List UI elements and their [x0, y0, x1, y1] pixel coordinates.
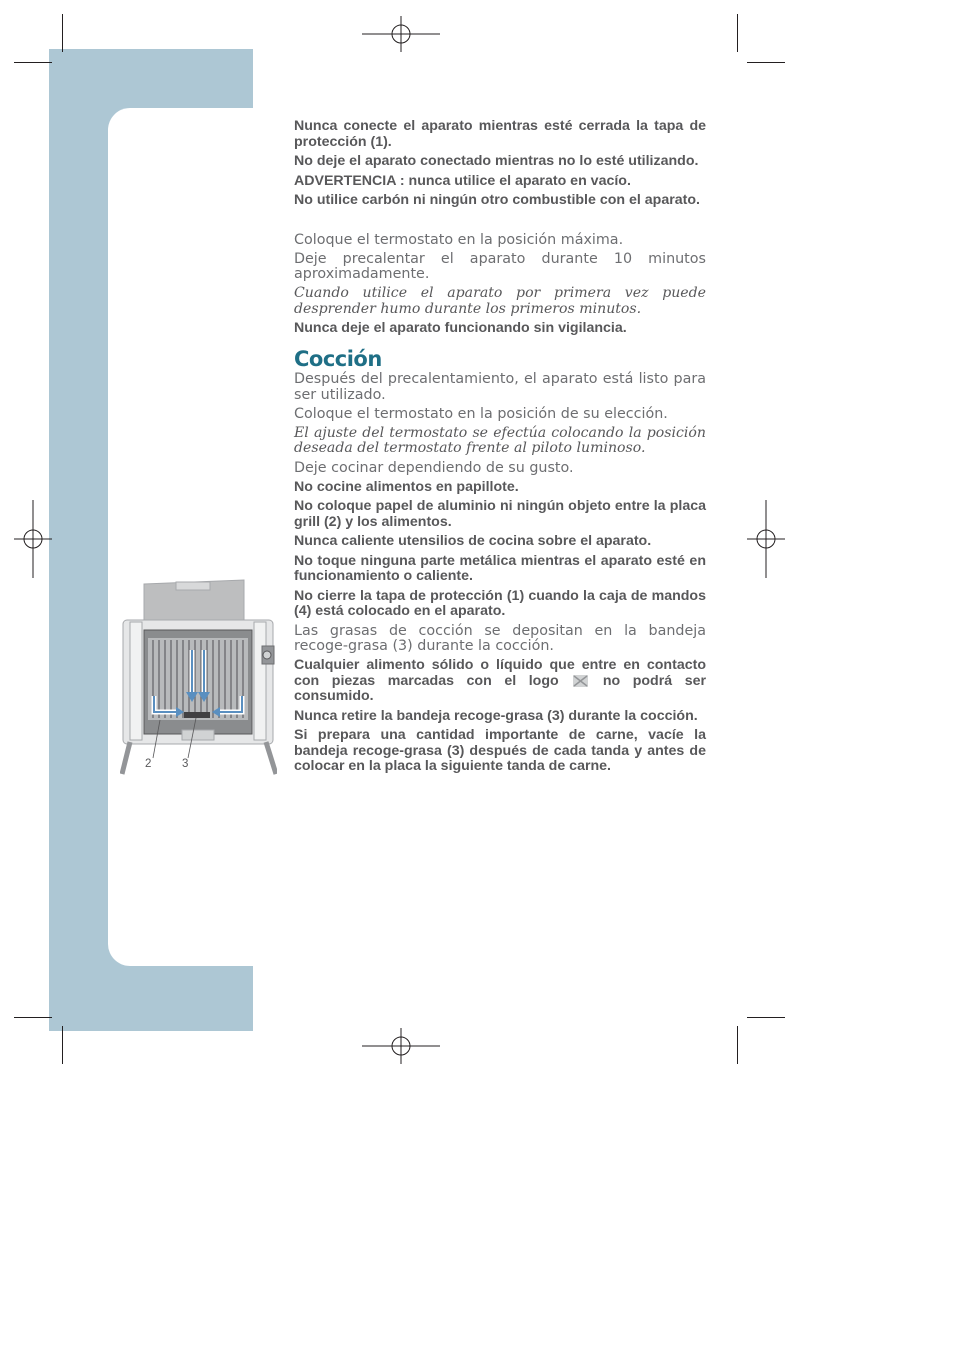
- italic-note: El ajuste del termostato se efectúa colocando la posición deseada del termostato frente al piloto luminoso.: [294, 425, 706, 457]
- warning-text: No toque ninguna parte metálica mientras el aparato esté en funcionamiento o caliente.: [294, 552, 706, 585]
- warning-text: Nunca deje el aparato funcionando sin vigilancia.: [294, 319, 627, 336]
- warning-text: Nunca conecte el aparato mientras esté cerrada la tapa de protección (1).: [294, 118, 706, 150]
- warning-text-with-logo: [294, 658, 706, 705]
- no-food-contact-icon: [573, 675, 588, 687]
- warning-text-part: Cualquier alimento sólido o líquido que entre en contacto con piezas marcadas con el logo: [294, 657, 706, 689]
- callout-3: 3: [182, 758, 189, 770]
- section-title: Cocción: [294, 347, 382, 372]
- registration-mark-top: [362, 16, 440, 52]
- warning-text: Nunca caliente utensilios de cocina sobre el aparato.: [294, 533, 652, 550]
- preheat-note: Cuando utilice el aparato por primera vez puede desprender humo durante los primeros minutos.: [294, 285, 706, 317]
- warning-text: No cierre la tapa de protección (1) cuando la caja de mandos (4) está colocado en el aparato.: [294, 587, 706, 620]
- body-text: Después del precalentamiento, el aparato está listo para ser utilizado.: [294, 371, 706, 403]
- body-text: Coloque el termostato en la posición de su elección.: [294, 405, 668, 422]
- body-text: Deje cocinar dependiendo de su gusto.: [294, 459, 574, 476]
- preheat-step: Coloque el termostato en la posición máxima.: [294, 231, 624, 248]
- warning-text: No utilice carbón ni ningún otro combustible con el aparato.: [294, 192, 700, 208]
- warning-text: Nunca retire la bandeja recoge-grasa (3) durante la cocción.: [294, 707, 698, 724]
- registration-mark-left: [14, 500, 52, 578]
- warning-text: Si prepara una cantidad importante de carne, vacíe la bandeja recoge-grasa (3) después de cada tanda y antes de colocar en la placa la siguiente tanda de carne.: [294, 727, 706, 775]
- main-text-column: [294, 119, 706, 779]
- grill-appliance-icon: [120, 578, 277, 778]
- warning-text: ADVERTENCIA : nunca utilice el aparato en vacío.: [294, 172, 631, 189]
- warning-text: No cocine alimentos en papillote.: [294, 478, 519, 495]
- registration-mark-right: [747, 500, 785, 578]
- callout-2: 2: [145, 758, 152, 770]
- registration-mark-bottom: [362, 1028, 440, 1064]
- warning-text-part: no podrá ser consumido.: [294, 672, 706, 705]
- warning-text: No coloque papel de aluminio ni ningún objeto entre la placa grill (2) y los alimentos.: [294, 498, 706, 530]
- sidebar-inner-panel: [108, 108, 253, 966]
- preheat-step: Deje precalentar el aparato durante 10 minutos aproximadamente.: [294, 250, 706, 283]
- body-text: Las grasas de cocción se depositan en la bandeja recoge-grasa (3) durante la cocción.: [294, 622, 706, 655]
- warning-text: No deje el aparato conectado mientras no lo esté utilizando.: [294, 153, 699, 169]
